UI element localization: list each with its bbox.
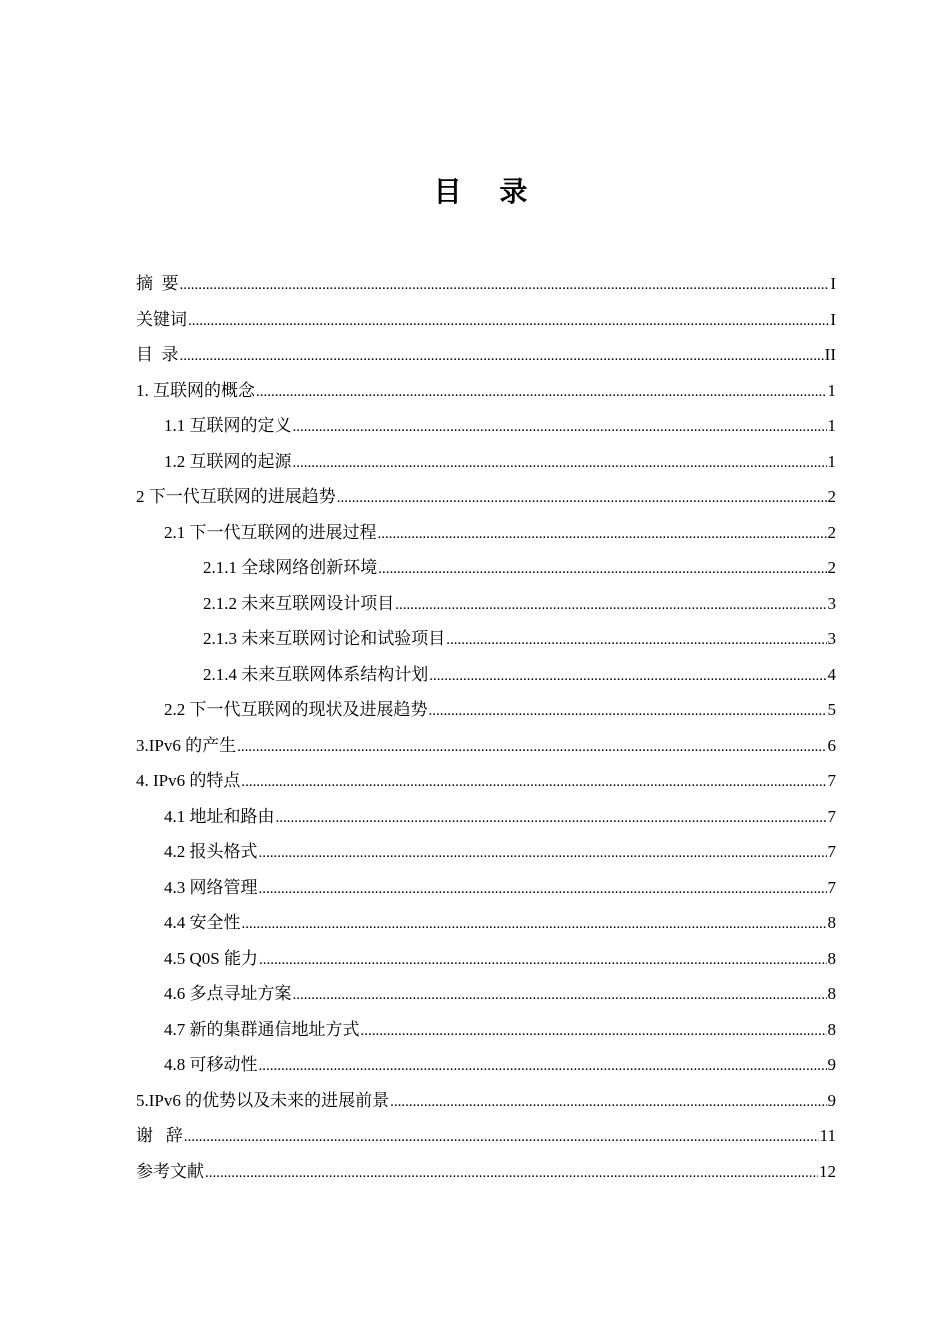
toc-entry[interactable] [136, 1083, 836, 1119]
toc-entry[interactable] [136, 302, 836, 338]
toc-entry-label: 4. IPv6 的特点 [136, 771, 241, 790]
toc-entry-label: 参考文献 [136, 1161, 204, 1181]
toc-entry-page: II [824, 345, 836, 364]
toc-entry-label: 4.8 可移动性 [164, 1055, 258, 1074]
toc-entry-label: 4.7 新的集群通信地址方式 [164, 1019, 360, 1039]
toc-dot-leader [361, 1014, 827, 1050]
toc-entry-label: 4.4 安全性 [164, 913, 241, 932]
toc-entry[interactable] [136, 692, 836, 728]
toc-entry-label: 2.2 下一代互联网的现状及进展趋势 [164, 700, 428, 719]
toc-entry[interactable] [136, 444, 836, 480]
toc-entry-label: 摘 要 [136, 274, 179, 293]
toc-dot-leader [337, 481, 827, 517]
toc-entry-label: 2 下一代互联网的进展趋势 [136, 487, 336, 506]
toc-dot-leader [237, 730, 826, 766]
toc-entry[interactable] [136, 799, 836, 835]
toc-entry-page: 8 [827, 948, 836, 968]
toc-dot-leader [256, 375, 827, 411]
toc-entry-label: 4.2 报头格式 [164, 842, 258, 861]
toc-dot-leader [276, 801, 827, 837]
toc-entry-page: 1 [827, 451, 836, 471]
toc-entry[interactable] [136, 621, 836, 657]
toc-dot-leader [205, 1156, 818, 1192]
toc-entry[interactable] [136, 728, 836, 764]
toc-entry[interactable] [136, 479, 836, 515]
toc-dot-leader [429, 694, 827, 730]
toc-entry[interactable] [136, 905, 836, 941]
toc-entry[interactable] [136, 1154, 836, 1190]
toc-entry-label: 2.1.3 未来互联网讨论和试验项目 [203, 629, 446, 648]
toc-entry-page: 2 [827, 558, 836, 577]
toc-entry-page: 2 [827, 522, 836, 542]
toc-entry-page: I [830, 309, 836, 329]
toc-entry-label: 1. 互联网的概念 [136, 380, 255, 400]
toc-entry-page: 9 [827, 1055, 836, 1074]
toc-entry[interactable] [136, 373, 836, 409]
toc-entry-label: 2.1 下一代互联网的进展过程 [164, 522, 377, 542]
toc-entry[interactable] [136, 1118, 836, 1154]
page-title: 目 录 [433, 175, 542, 208]
toc-dot-leader [180, 339, 824, 375]
toc-entry[interactable] [136, 657, 836, 693]
toc-entry-page: I [830, 274, 836, 293]
toc-dot-leader [429, 659, 826, 695]
toc-entry-page: 2 [827, 487, 836, 506]
toc-entry-page: 11 [819, 1126, 836, 1145]
toc-entry-page: 8 [827, 984, 836, 1003]
toc-dot-leader [184, 1120, 819, 1156]
toc-entry[interactable] [136, 976, 836, 1012]
toc-entry[interactable] [136, 266, 836, 302]
toc-entry-page: 7 [827, 771, 836, 790]
toc-entry-label: 2.1.1 全球网络创新环境 [203, 558, 378, 577]
toc-entry[interactable] [136, 1012, 836, 1048]
toc-dot-leader [446, 623, 826, 659]
toc-entry-label: 4.6 多点寻址方案 [164, 984, 292, 1003]
toc-dot-leader [188, 304, 829, 340]
toc-entry-label: 5.IPv6 的优势以及未来的进展前景 [136, 1090, 390, 1110]
toc-entry[interactable] [136, 337, 836, 373]
toc-entry-page: 7 [827, 842, 836, 861]
toc-entry-label: 2.1.2 未来互联网设计项目 [203, 593, 395, 613]
toc-entry-page: 12 [819, 1161, 836, 1181]
toc-entry-label: 4.5 Q0S 能力 [164, 948, 258, 968]
toc-entry[interactable] [136, 550, 836, 586]
toc-entry-page: 6 [827, 735, 836, 755]
toc-entry-page: 7 [827, 806, 836, 826]
toc-entry-page: 7 [827, 877, 836, 897]
toc-entry-label: 4.3 网络管理 [164, 877, 258, 897]
toc-dot-leader [378, 517, 827, 553]
toc-dot-leader [241, 765, 826, 801]
toc-entry-page: 3 [827, 593, 836, 613]
toc-dot-leader [293, 410, 827, 446]
toc-entry-page: 3 [827, 629, 836, 648]
toc-entry-label: 关键词 [136, 309, 187, 329]
toc-dot-leader [390, 1085, 826, 1121]
toc-entry-page: 1 [827, 416, 836, 435]
toc-entry-page: 5 [827, 700, 836, 719]
toc-entry-page: 9 [827, 1090, 836, 1110]
toc-dot-leader [378, 552, 826, 588]
toc-dot-leader [259, 943, 827, 979]
toc-entry[interactable] [136, 586, 836, 622]
table-of-contents [136, 266, 836, 1189]
toc-dot-leader [180, 268, 830, 304]
toc-dot-leader [293, 446, 827, 482]
toc-entry-label: 1.1 互联网的定义 [164, 416, 292, 435]
toc-entry[interactable] [136, 763, 836, 799]
toc-dot-leader [259, 872, 827, 908]
toc-entry[interactable] [136, 515, 836, 551]
toc-dot-leader [242, 907, 827, 943]
toc-entry[interactable] [136, 408, 836, 444]
toc-entry[interactable] [136, 834, 836, 870]
toc-entry[interactable] [136, 941, 836, 977]
toc-entry-label: 3.IPv6 的产生 [136, 735, 237, 755]
toc-entry-page: 1 [827, 380, 836, 400]
toc-entry-page: 8 [827, 1019, 836, 1039]
toc-entry-label: 2.1.4 未来互联网体系结构计划 [203, 664, 429, 684]
toc-entry[interactable] [136, 1047, 836, 1083]
toc-dot-leader [293, 978, 827, 1014]
toc-dot-leader [395, 588, 826, 624]
toc-entry-label: 1.2 互联网的起源 [164, 451, 292, 471]
toc-dot-leader [259, 836, 827, 872]
toc-entry-label: 谢 辞 [136, 1126, 183, 1145]
toc-entry-label: 目 录 [136, 345, 179, 364]
toc-entry-label: 4.1 地址和路由 [164, 806, 275, 826]
toc-entry-page: 8 [827, 913, 836, 932]
toc-dot-leader [259, 1049, 827, 1085]
toc-entry-page: 4 [827, 664, 836, 684]
toc-entry[interactable] [136, 870, 836, 906]
